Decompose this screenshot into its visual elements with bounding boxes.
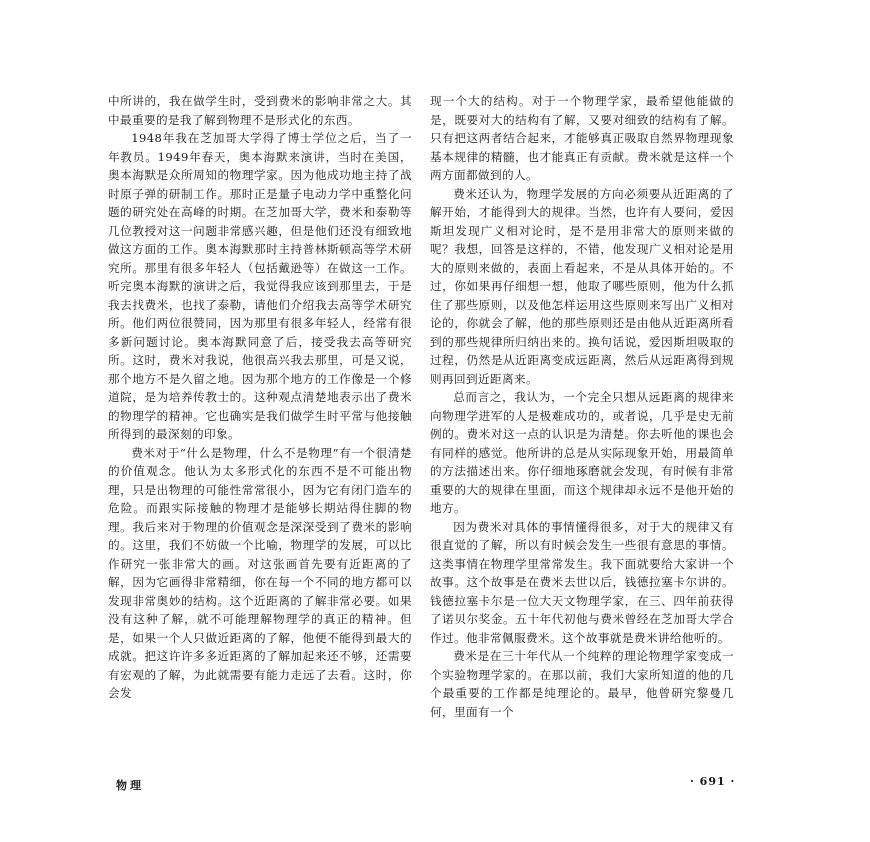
paragraph: 中所讲的，我在做学生时，受到费米的影响非常之大。其中最重要的是我了解到物理不是形式化的东西。 <box>108 94 412 127</box>
paragraph: 费米还认为，物理学发展的方向必须要从近距离的了解开始，才能得到大的规律。当然，也许有人要问，爱因斯坦发现广义相对论时，是不是用非常大的原则来做的呢？我想，回答是这样的，不错，他发现广义相对论是用大的原则来做的，表面上看起来，不是从具体开始的。不过，你如果再仔细想一想，他取了哪些原则，他为什么抓住了那些原则，以及他怎样运用这些原则来写出广义相对论的，你就会了解，他的那些原则还是由他从近距离所看到的那些规律所归纳出来的。换句话说，爱因斯坦吸取的过程，仍然是从近距离变成远距离，然后从远距离得到规则再回到近距离来。 <box>430 186 734 386</box>
paragraph: 因为费米对具体的事情懂得很多，对于大的规律又有很直觉的了解，所以有时候会发生一些很有意思的事情。这类事情在物理学里常常发生。我下面就要给大家讲一个故事。这个故事是在费米去世以后，钱德拉塞卡尔讲的。钱德拉塞卡尔是一位大天文物理学家，在三、四年前获得了诺贝尔奖金。五十年代初他与费米曾经在芝加哥大学合作过。他非常佩服费米。这个故事就是费米讲给他听的。 <box>430 519 734 645</box>
paragraph: 现一个大的结构。对于一个物理学家，最希望他能做的是，既要对大的结构有了解，又要对细致的结构有了解。只有把这两者结合起来，才能够真正吸取自然界物理现象基本规律的精髓，也才能真正有贡献。费米就是这样一个两方面都做到的人。 <box>430 94 734 182</box>
paragraph: 总而言之，我认为，一个完全只想从远距离的规律来向物理学进军的人是极难成功的，或者说，几乎是史无前例的。费米对这一点的认识是为清楚。你去听他的课也会有同样的感觉。他所讲的总是从实际现象开始，用最简单的方法描述出来。你仔细地琢磨就会发现，有时候有非常重要的大的规律在里面，而这个规律却永远不是他开始的地方。 <box>430 390 734 515</box>
paragraph: 费米对于“什么是物理，什么不是物理”有一个很清楚的价值观念。他认为太多形式化的东西不是不可能出物理，只是出物理的可能性常常很小，因为它有闭门造车的危险。而跟实际接触的物理才是能够长期站得住脚的物理。我后来对于物理的价值观念是深深受到了费米的影响的。这里，我们不妨做一个比喻，物理学的发展，可以比作研究一张非常大的画。对这张画首先要有近距离的了解，因为它画得非常精细，你在每一个不同的地方都可以发现非常奥妙的结构。这个近距离的了解非常必要。如果没有这种了解，就不可能理解物理学的真正的精神。但是，如果一个人只做近距离的了解，他便不能得到最大的成就。把这许许多多近距离的了解加起来还不够，还需要有宏观的了解，为此就需要有能力走远了去看。这时，你会发 <box>108 445 412 700</box>
paragraph: 1948年我在芝加哥大学得了博士学位之后，当了一年教员。1949年春天，奥本海默来演讲，当时在美国，奥本海默是众所周知的物理学家。因为他成功地主持了战时原子弹的研制工作。那时正是量子电动力学中重整化问题的研究处在高峰的时期。在芝加哥大学，费米和泰勒等几位教授对这一问题非常感兴趣，但是他们还没有细致地做这方面的工作。奥本海默那时主持普林斯顿高等学术研究所。那里有很多年轻人（包括戴逊等）在做这一工作。听完奥本海默的演讲之后，我觉得我应该到那里去，于是我去找费米，也找了泰勒，请他们介绍我去高等学术研究所。他们两位很赞同，因为那里有很多年轻人，经常有很多新问题讨论。奥本海默同意了后，接受我去高等研究所。这时，费米对我说，他很高兴我去那里，可是又说，那个地方不是久留之地。因为那个地方的工作像是一个修道院，是为培养传教士的。这种观点清楚地表示出了费米的物理学的精神。它也确实是我们做学生时平常与他接触所得到的最深刻的印象。 <box>108 131 412 441</box>
right-column <box>430 92 734 721</box>
journal-name: 物理 <box>116 779 144 792</box>
paragraph: 费米是在三十年代从一个纯粹的理论物理学家变成一个实验物理学家的。在那以前，我们大家所知道的他的几个最重要的工作都是纯理论的。最早，他曾研究黎曼几何，里面有一个 <box>430 649 734 719</box>
left-column <box>108 92 412 703</box>
page-number: · 691 · <box>690 775 736 788</box>
article-page <box>108 92 758 792</box>
